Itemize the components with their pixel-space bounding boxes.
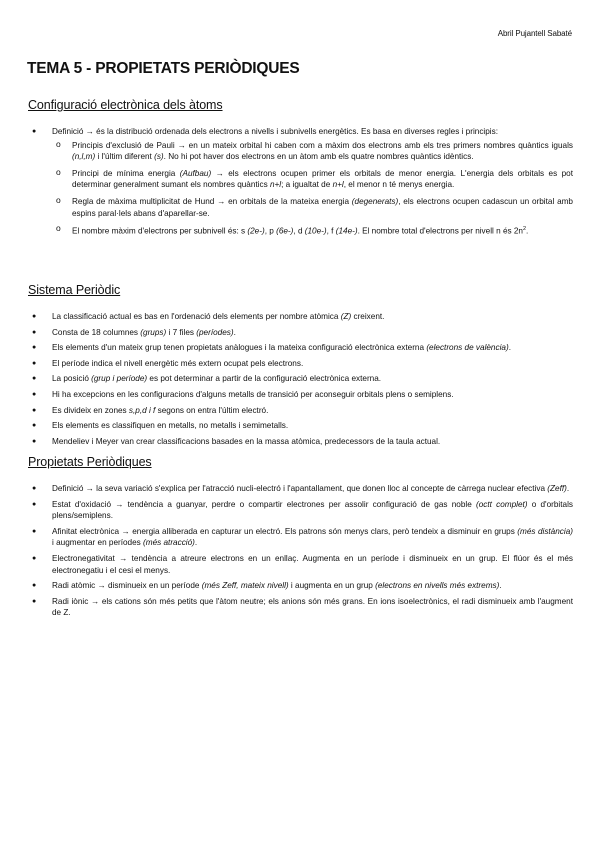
sub-list xyxy=(52,140,573,238)
list-item: ● Radi iònic → els cations són més petits que l'àtom neutre; els anions són més grans. En ions isoelectrònics, el radi disminueix amb l'augment de Z. xyxy=(28,596,573,619)
list-item: ● La posició (grup i període) es pot determinar a partir de la configuració electrònica externa. xyxy=(28,373,573,385)
sub-item-aufbau: o Principi de mínima energia (Aufbau) → els electrons ocupen primer els orbitals de menor energia. L'energia dels orbitals es pot determinar generalment sumant els nombres quàntics n+l; a igualtat de n+l, el menor n té menys energia. xyxy=(54,168,573,191)
bullet-list xyxy=(28,126,573,237)
section-periodic-system xyxy=(28,283,573,451)
list-item: ● Definició → la seva variació s'explica per l'atracció nucli-electró i l'apantallament, que donen lloc al concepte de càrrega nuclear efectiva (Zeff). xyxy=(28,483,573,495)
section-heading: Configuració electrònica dels àtoms xyxy=(28,98,223,112)
list-item: ● Hi ha excepcions en les configuracions d'alguns metalls de transició per aconseguir orbitals plens o semiplens. xyxy=(28,389,573,401)
list-item: ● Afinitat electrònica → energia alliberada en capturar un electró. Els patrons són menys clars, però tendeix a disminuir en grups (més distància) i augmentar en períodes (més atracció). xyxy=(28,526,573,549)
sub-item-hund: o Regla de màxima multiplicitat de Hund → en orbitals de la mateixa energia (degenerats), els electrons ocupen cadascun un orbital amb espins paral·lels abans d'aparellar-se. xyxy=(54,196,573,219)
list-item: ● Estat d'oxidació → tendència a guanyar, perdre o compartir electrones per assolir configuració de gas noble (octt complet) o d'orbitals plens/semiplens. xyxy=(28,499,573,522)
sub-item-pauli: o Principis d'exclusió de Pauli → en un mateix orbital hi caben com a màxim dos electrons amb els tres primers nombres quàntics iguals (n,l,m) i l'últim diferent (s). No hi pot haver dos electrons en un àtom amb els quatre nombres quàntics idèntics. xyxy=(54,140,573,163)
section-heading: Propietats Periòdiques xyxy=(28,455,152,469)
list-item: ● Consta de 18 columnes (grups) i 7 files (períodes). xyxy=(28,327,573,339)
list-item: ● La classificació actual es bas en l'ordenació dels elements per nombre atòmica (Z) creixent. xyxy=(28,311,573,323)
list-item: ● Els elements es classifiquen en metalls, no metalls i semimetalls. xyxy=(28,420,573,432)
list-item: ● Mendeliev i Meyer van crear classificacions basades en la massa atòmica, predecessors de la taula actual. xyxy=(28,436,573,448)
document-title: TEMA 5 - PROPIETATS PERIÒDIQUES xyxy=(27,60,300,77)
sub-item-max-electrons: o El nombre màxim d'electrons per subnivell és: s (2e-), p (6e-), d (10e-), f (14e-). El nombre total d'electrons per nivell n és $2n^2$. xyxy=(54,224,573,237)
section-electron-configuration xyxy=(28,98,573,242)
list-item: ● Es divideix en zones s,p,d i f segons on entra l'últim electró. xyxy=(28,405,573,417)
list-item-definition: ● Definició → és la distribució ordenada dels electrons a nivells i subnivells energètics. Es basa en diverses regles i principis: o Principis d'exclusió de Pauli → en un mateix orbital hi caben com a màxim dos electrons amb els tres primers nombres quàntics iguals (n,l,m) i l'últim diferent (s). No hi pot haver dos electrons en un àtom amb els quatre nombres quàntics idèntics. o Principi de mínima energia (Aufbau) → els electrons ocupen primer els orbitals de menor energia. L'energia dels orbitals es pot determinar generalment sumant els nombres quàntics n+l; a igualtat de n+l, el menor n té menys energia. o Regla de màxima multiplicitat de Hund → en orbitals de la mateixa energia (degenerats), els electrons ocupen cadascun un orbital amb espins paral·lels abans d'aparellar-se. o El nombre màxim d'electrons per subnivell és: s (2e-), p (6e-), d (10e-), f (14e-). El nombre total d'electrons per nivell n és $2n^2$. xyxy=(28,126,573,237)
section-heading: Sistema Periòdic xyxy=(28,283,121,297)
author-name: Abril Pujantell Sabaté xyxy=(497,29,572,38)
list-item: ● Els elements d'un mateix grup tenen propietats anàlogues i la mateixa configuració electrònica externa (electrons de valència). xyxy=(28,342,573,354)
list-item: ● Electronegativitat → tendència a atreure electrons en un enllaç. Augmenta en un període i disminueix en un grup. El flúor és el més electronegatiu i el cesi el menys. xyxy=(28,553,573,576)
section-periodic-properties xyxy=(28,455,573,623)
list-item: ● Radi atòmic → disminueix en un període (més Zeff, mateix nivell) i augmenta en un grup (electrons en nivells més extrems). xyxy=(28,580,573,592)
bullet-list xyxy=(28,311,573,447)
list-item: ● El període indica el nivell energètic més extern ocupat pels electrons. xyxy=(28,358,573,370)
bullet-list xyxy=(28,483,573,619)
